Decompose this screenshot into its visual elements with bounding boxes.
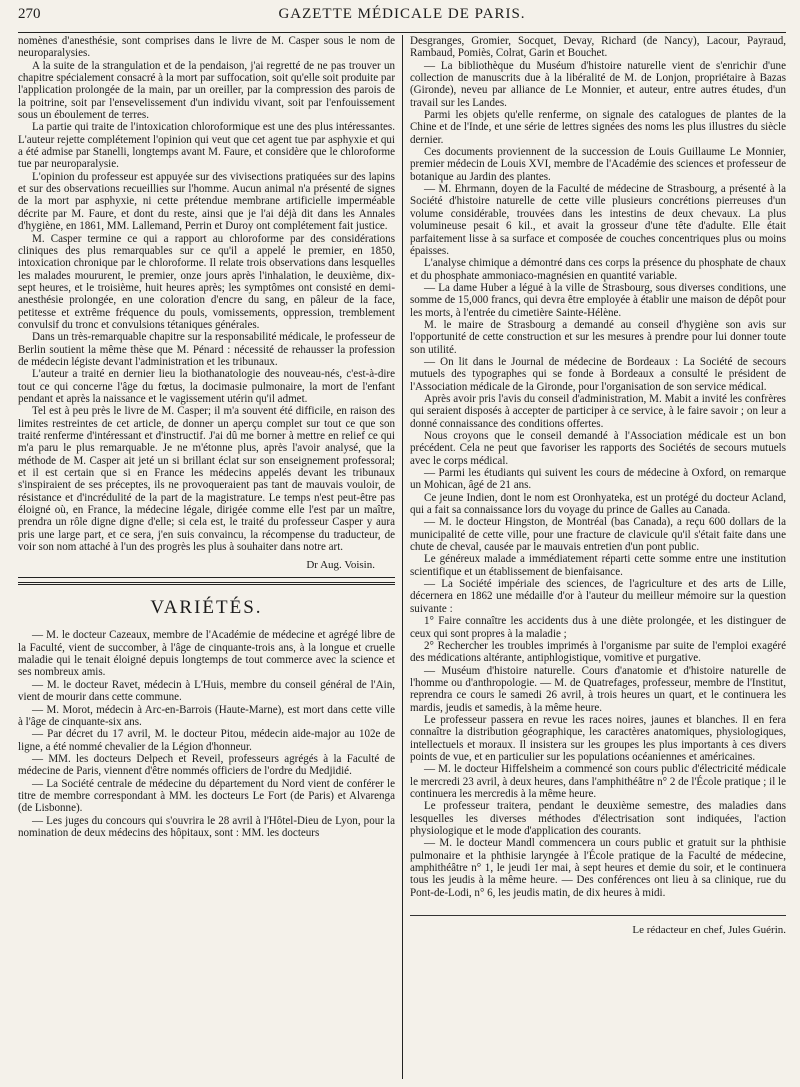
news-item: M. le maire de Strasbourg a demandé au conseil d'hygiène son avis sur l'opportunité de cette construction et sur les mesures à prendre pour lui donner toute son utilité. — [410, 318, 786, 356]
article-paragraph: M. Casper termine ce qui a rapport au chloroforme par des considérations cliniques des plus remarquables sur ce qu'il a appelé le premier, en 1850, intoxication chronique par le chloroforme. Il relate trois observations dans lesquelles les malades moururent, le premier, onze jours après l'inhalation, le deuxième, dix-sept heures, et le troisième, huit heures après; les symptômes ont consisté en demi-anesthésie prolongée, en une coloration d'encre du sang, en pâleur de la face, petitesse et extrême fréquence du pouls, vomissements, oppression, tremblement convulsif du tronc et convulsions tétaniques générales. — [18, 232, 395, 331]
article-paragraph: La partie qui traite de l'intoxication chloroformique est une des plus intéressantes. L'auteur rejette complétement l'opinion qui veut que cet agent tue par asphyxie et qui a été admise par Stanelli, longtemps avant M. Faure, et considère que le chloroforme tue par neuroparalysie. — [18, 121, 395, 171]
news-item: — M. le docteur Hiffelsheim a commencé son cours public d'électricité médicale le mercredi 23 avril, à deux heures, dans l'amphithéâtre n° 2 de l'École pratique ; il le continuera les mercredis à la même heure. — [410, 763, 786, 800]
news-item: — M. le docteur Cazeaux, membre de l'Académie de médecine et agrégé libre de la Faculté, vient de succomber, à l'âge de cinquante-trois ans, à la longue et cruelle maladie qui le tenait éloigné depuis longtemps de tout commerce avec la science et ses nombreux amis. — [18, 629, 395, 679]
left-column — [18, 35, 402, 1079]
article-paragraph: L'auteur a traité en dernier lieu la biothanatologie des nouveau-nés, c'est-à-dire tout ce qui concerne l'âge du fœtus, la docimasie pulmonaire, la mort de l'enfant pendant et après la naissance et le vagissement utérin qu'il admet. — [18, 368, 395, 405]
article-paragraph: Dans un très-remarquable chapitre sur la responsabilité médicale, le professeur de Berlin soutient la même thèse que M. Pénard : nécessité de rehausser la profession de médecin légiste devant l'administration et les tribunaux. — [18, 331, 395, 368]
page-number: 270 — [18, 6, 41, 22]
news-item: — La Société centrale de médecine du département du Nord vient de conférer le titre de membre correspondant à MM. les docteurs Le Fort (de Paris) et Alvarenga (de Lisbonne). — [18, 777, 395, 815]
article-paragraph: A la suite de la strangulation et de la pendaison, j'ai regretté de ne pas trouver un chapitre spécialement consacré à la mort par suffocation, soit qu'elle soit produite par l'application prolongée de la main, par un oreiller, par la compression des parois de la poitrine, soit par l'ensevelissement d'un individu vivant, soit par l'enfouissement sous un éboulement de terres. — [18, 59, 395, 122]
article-paragraph: nomènes d'anesthésie, sont comprises dans le livre de M. Casper sous le nom de neuroparalysies. — [18, 35, 395, 60]
news-item: — Muséum d'histoire naturelle. Cours d'anatomie et d'histoire naturelle de l'homme ou d'anthropologie. — M. de Quatrefages, professeur, membre de l'Institut, reprendra ce cours le samedi 26 avril, à trois heures un quart, et le continuera les mardis, jeudis et samedis, à la même heure. — [410, 664, 786, 714]
news-item: — M. le docteur Hingston, de Montréal (bas Canada), a reçu 600 dollars de la municipalité de cette ville, pour une fracture de clavicule qu'il s'était faite dans une chute de cheval, causée par le mauvais entretien d'un pont public. — [410, 516, 786, 554]
article-paragraph: L'opinion du professeur est appuyée sur des vivisections pratiquées sur des lapins et sur des observations recueillies sur l'homme. Aucun animal n'a présenté de signes de la mort par asphyxie, ni cette prétendue membrane artificielle imperméable décrite par M. Faure, et dont du reste, ainsi que je l'ai déjà dit dans les Annales d'hygiène, en 1861, MM. Lallemand, Perrin et Duroy ont complétement fait justice. — [18, 170, 395, 233]
news-item: Le généreux malade a immédiatement réparti cette somme entre une institution scientifique et un établissement de bienfaisance. — [410, 553, 786, 578]
news-item: Nous croyons que le conseil demandé à l'Association médicale est un bon précédent. Cela ne peut que favoriser les rapports des Sociétés de secours mutuels avec le corps médical. — [410, 430, 786, 467]
news-item: 2° Rechercher les troubles imprimés à l'organisme par suite de l'emploi exagéré des médications altérante, antiphlogistique, vomitive et purgative. — [410, 639, 786, 665]
page-header — [18, 6, 786, 32]
news-item: — Parmi les étudiants qui suivent les cours de médecine à Oxford, on remarque un Mohican, âgé de 21 ans. — [410, 467, 786, 492]
news-item: — Par décret du 17 avril, M. le docteur Pitou, médecin aide-major au 102e de ligne, a été nommé chevalier de la Légion d'honneur. — [18, 728, 395, 753]
news-item: — M. Ehrmann, doyen de la Faculté de médecine de Strasbourg, a présenté à la Société d'histoire naturelle de cette ville plusieurs concrétions pierreuses d'un volume considérable, trouvées dans les intestins de deux chevaux. La plus volumineuse pesait 6 kil., et avait la grosseur d'une tête d'adulte. Elle était parfaitement lisse à sa surface et composée de couches concentriques plus ou moins épaisses. — [410, 183, 786, 257]
editor-credit: Le rédacteur en chef, Jules Guérin. — [632, 924, 786, 937]
news-item: 1° Faire connaître les accidents dus à une diète prolongée, et les distinguer de ceux qui sont propres à la maladie ; — [410, 615, 786, 640]
news-item: — La dame Huber a légué à la ville de Strasbourg, sous diverses conditions, une somme de 15,000 francs, qui devra être employée à établir une maison de dépôt pour les morts, à l'entrée du cimetière Sainte-Hélène. — [410, 281, 786, 319]
news-item: Après avoir pris l'avis du conseil d'administration, M. Mabit a invité les confrères qui seraient disposés à accepter de participer à ce service, à le faire savoir ; on leur a donné connaissance des conditions offertes. — [410, 392, 786, 430]
author-signature: Dr Aug. Voisin. — [306, 559, 375, 572]
section-divider — [18, 577, 395, 578]
right-column — [402, 35, 786, 1079]
columns — [18, 35, 786, 1079]
news-item: — M. le docteur Mandl commencera un cours public et gratuit sur la phthisie pulmonaire et la phthisie laryngée à l'École pratique de la Faculté de médecine, amphithéâtre n° 1, le jeudi 1er mai, à sept heures et demie du soir, et le continuera tous les jeudis à la même heure. — Des conférences ont lieu à sa clinique, rue du Pont-de-Lodi, n° 6, les jeudis matin, de dix heures à midi. — [410, 837, 786, 899]
news-item: Desgranges, Gromier, Socquet, Devay, Richard (de Nancy), Lacour, Payraud, Rambaud, Pomiès, Colrat, Garin et Bouchet. — [410, 35, 786, 60]
news-item: — MM. les docteurs Delpech et Reveil, professeurs agrégés à la Faculté de médecine de Paris, viennent d'être nommés officiers de l'ordre du Medjidié. — [18, 752, 395, 778]
article-paragraph: Tel est à peu près le livre de M. Casper; il m'a souvent été difficile, en raison des limites restreintes de cet article, de donner un aperçu complet sur tout ce que son traité renferme d'intéressant et d'instructif. J'ai dû me borner à mettre en relief ce qui m'a paru le plus remarquable. Je ne m'étonne plus, après l'avoir analysé, que la méthode de M. Casper ait jeté un si brillant éclat sur son enseignement professoral; et il est certain que si en France les médecins appelés devant les tribunaux s'inspiraient de ses préceptes, ils ne provoqueraient pas tant de mauvais vouloir, de résistance et d'incrédulité de la part de la magistrature. Le temps n'est peut-être pas éloigné où, en France, la médecine légale, dirigée comme elle l'est par un maître, prendra un rôle digne digne d'elle; si cela est, le traité du professeur Casper y aura pris une large part, et ce sera, j'en suis convaincu, la récompense du traducteur, de voir son nom attaché à l'un des progrès les plus à souhaiter dans notre art. — [18, 405, 395, 554]
news-item: Le professeur traitera, pendant le deuxième semestre, des maladies dans lesquelles les diverses méthodes d'électrisation sont indiquées, l'action physiologique et le mode d'application des courants. — [410, 800, 786, 837]
section-divider-double — [18, 582, 395, 585]
news-item: Ces documents proviennent de la succession de Louis Guillaume Le Monnier, premier médecin de Louis XVI, membre de l'Académie des sciences et professeur de botanique au Jardin des plantes. — [410, 146, 786, 183]
news-item: — La bibliothèque du Muséum d'histoire naturelle vient de s'enrichir d'une collection de manuscrits due à la libéralité de M. de Lonjon, propriétaire à Bazas (Gironde), neveu par alliance de Le Monnier, et auteur, entre autres études, d'un travail sur les Landes. — [410, 59, 786, 109]
running-title: GAZETTE MÉDICALE DE PARIS. — [278, 6, 526, 22]
news-item: Le professeur passera en revue les races noires, jaunes et blanches. Il en fera connaître la distribution géographique, les caractères anatomiques, physiologiques, intellectuels et moraux. Il insistera sur les groupes les plus importants à ces divers points de vue, et en particulier sur les populations océaniennes et américaines. — [410, 713, 786, 763]
news-item: Ce jeune Indien, dont le nom est Oronhyateka, est un protégé du docteur Acland, qui a fait sa connaissance lors du voyage du prince de Galles au Canada. — [410, 491, 786, 517]
news-item: Parmi les objets qu'elle renferme, on signale des catalogues de plantes de la Chine et de l'Inde, et une série de lettres signées des noms les plus illustres du siècle dernier. — [410, 109, 786, 146]
section-title: VARIÉTÉS. — [150, 597, 263, 619]
header-rule — [18, 32, 786, 33]
footer-rule — [410, 915, 786, 916]
news-item: — Les juges du concours qui s'ouvrira le 28 avril à l'Hôtel-Dieu de Lyon, pour la nomination de deux médecins des hôpitaux, sont : MM. les docteurs — [18, 814, 395, 839]
news-item: L'analyse chimique a démontré dans ces corps la présence du phosphate de chaux et du phosphate ammoniaco-magnésien en quantité variable. — [410, 257, 786, 282]
news-item: — M. le docteur Ravet, médecin à L'Huis, membre du conseil général de l'Ain, vient de mourir dans cette commune. — [18, 678, 395, 704]
news-item: — On lit dans le Journal de médecine de Bordeaux : La Société de secours mutuels des typographes qui se fonde à Bordeaux a consulté le président de l'Association médicale de la Gironde, pour l'organisation de son service médical. — [410, 355, 786, 393]
news-item: — La Société impériale des sciences, de l'agriculture et des arts de Lille, décernera en 1862 une médaille d'or à l'auteur du meilleur mémoire sur la question suivante : — [410, 578, 786, 615]
news-item: — M. Morot, médecin à Arc-en-Barrois (Haute-Marne), est mort dans cette ville à l'âge de cinquante-six ans. — [18, 703, 395, 728]
